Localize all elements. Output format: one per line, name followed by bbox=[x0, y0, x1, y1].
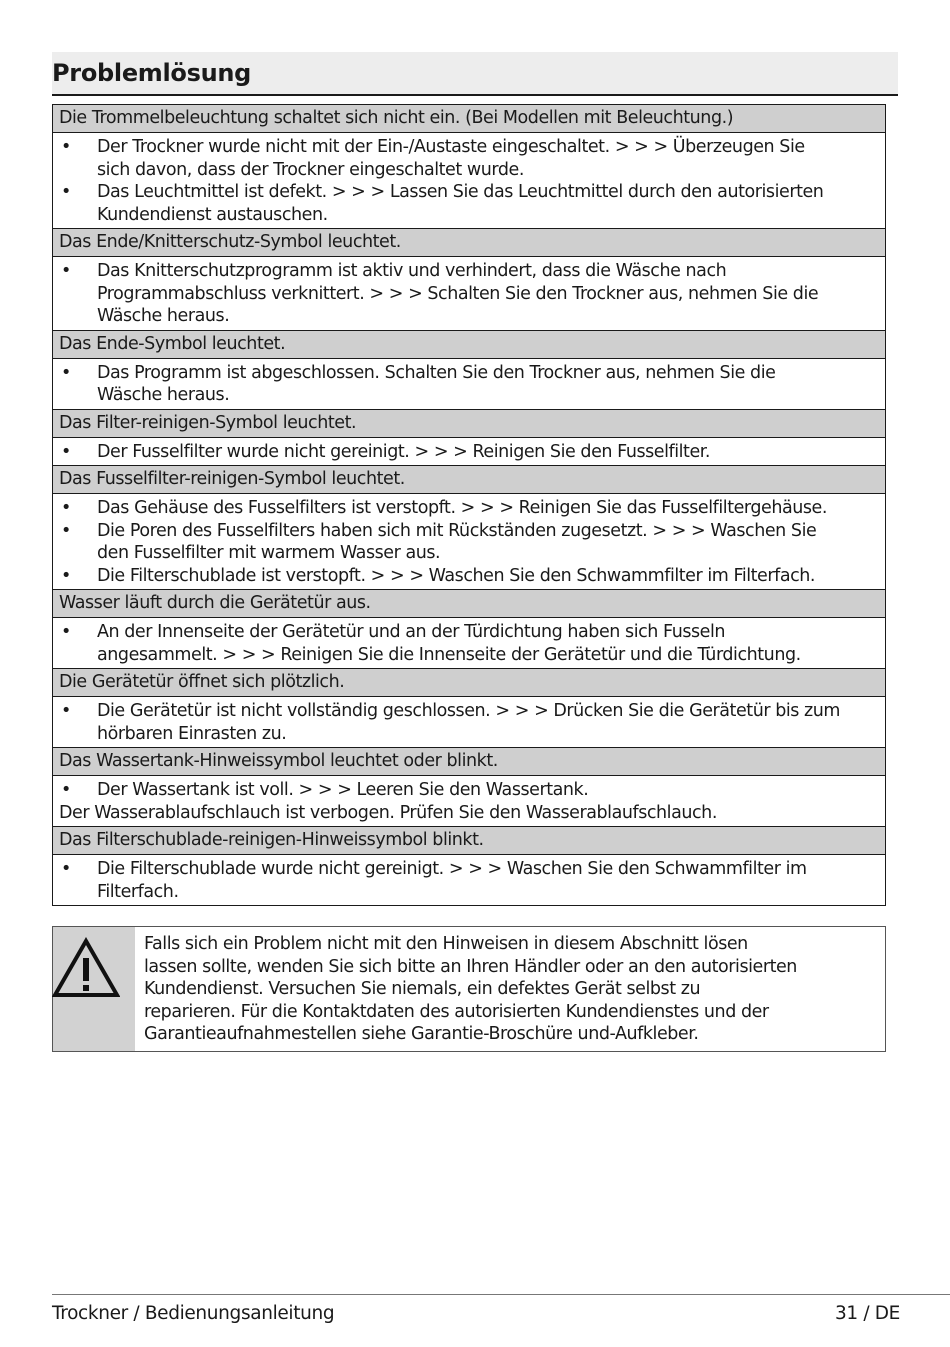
bullet-text-line: Das Leuchtmittel ist defekt. > > > Lassen Sie das Leuchtmittel durch den autorisierten bbox=[97, 182, 824, 202]
bullet-text-line: Wäsche heraus. bbox=[97, 306, 230, 326]
bullet-list bbox=[59, 779, 879, 802]
bullet-dot: • bbox=[61, 565, 71, 586]
bullet-dot: • bbox=[61, 182, 71, 202]
bullet-dot: • bbox=[61, 859, 71, 879]
bullet-list bbox=[59, 136, 879, 226]
section-note-line: Der Wasserablaufschlauch ist verbogen. Prüfen Sie den Wasserablaufschlauch. bbox=[59, 802, 717, 823]
bullet-item bbox=[59, 565, 879, 588]
warning-triangle-icon bbox=[52, 937, 120, 999]
warning-note bbox=[52, 926, 886, 1052]
bullet-text-line: Filterfach. bbox=[97, 881, 179, 902]
bullet-item bbox=[59, 779, 879, 802]
bullet-text-line: Wäsche heraus. bbox=[97, 385, 230, 405]
warning-icon-cell bbox=[53, 927, 135, 1051]
bullet-text-line: Das Programm ist abgeschlossen. Schalten Sie den Trockner aus, nehmen Sie die bbox=[97, 362, 776, 383]
bullet-dot: • bbox=[61, 780, 71, 800]
bullet-item bbox=[59, 260, 879, 328]
bullet-list bbox=[59, 700, 879, 745]
section-header: Das Wassertank-Hinweissymbol leuchtet oder blinkt. bbox=[53, 748, 885, 776]
bullet-item bbox=[59, 497, 879, 520]
section-body bbox=[53, 133, 885, 229]
trouble-section bbox=[53, 827, 885, 905]
bullet-text-line: hörbaren Einrasten zu. bbox=[97, 723, 287, 744]
bullet-text-line: Der Trockner wurde nicht mit der Ein-/Austaste eingeschaltet. > > > Überzeugen Sie bbox=[97, 137, 805, 157]
bullet-text-line: sich davon, dass der Trockner eingeschaltet wurde. bbox=[97, 159, 524, 180]
bullet-dot: • bbox=[61, 261, 71, 281]
bullet-list bbox=[59, 497, 879, 587]
warning-text-line: Kundendienst. Versuchen Sie niemals, ein defektes Gerät selbst zu bbox=[144, 979, 701, 999]
bullet-list bbox=[59, 621, 879, 666]
bullet-dot: • bbox=[61, 441, 71, 462]
bullet-item bbox=[59, 700, 879, 745]
bullet-list bbox=[59, 260, 879, 328]
bullet-dot: • bbox=[61, 701, 71, 721]
warning-text-line: reparieren. Für die Kontaktdaten des autorisierten Kundendienstes und der bbox=[144, 1001, 769, 1022]
bullet-item bbox=[59, 181, 879, 226]
trouble-section bbox=[53, 590, 885, 669]
section-body bbox=[53, 618, 885, 669]
section-body bbox=[53, 697, 885, 748]
footer-divider bbox=[52, 1294, 950, 1295]
warning-text bbox=[135, 927, 807, 1051]
section-body bbox=[53, 257, 885, 331]
bullet-item bbox=[59, 520, 879, 565]
bullet-item bbox=[59, 362, 879, 407]
bullet-text-line: Die Filterschublade wurde nicht gereinigt. > > > Waschen Sie den Schwammfilter im bbox=[97, 859, 807, 879]
bullet-text-line: angesammelt. > > > Reinigen Sie die Innenseite der Gerätetür und die Türdichtung. bbox=[97, 644, 801, 665]
section-header: Wasser läuft durch die Gerätetür aus. bbox=[53, 590, 885, 618]
bullet-item bbox=[59, 441, 879, 464]
bullet-text-line: Die Poren des Fusselfilters haben sich mit Rückständen zugesetzt. > > > Waschen Sie bbox=[97, 520, 817, 541]
trouble-section bbox=[53, 410, 885, 467]
trouble-section bbox=[53, 466, 885, 590]
warning-text-line: Falls sich ein Problem nicht mit den Hinweisen in diesem Abschnitt lösen bbox=[144, 934, 748, 954]
bullet-text-line: den Fusselfilter mit warmem Wasser aus. bbox=[97, 543, 441, 563]
bullet-text-line: An der Innenseite der Gerätetür und an der Türdichtung haben sich Fusseln bbox=[97, 622, 726, 642]
trouble-section bbox=[53, 229, 885, 331]
trouble-section bbox=[53, 105, 885, 229]
bullet-text-line: Programmabschluss verknittert. > > > Schalten Sie den Trockner aus, nehmen Sie die bbox=[97, 283, 819, 304]
page-title: Problemlösung bbox=[52, 59, 252, 87]
bullet-list bbox=[59, 858, 879, 903]
section-body bbox=[53, 776, 885, 827]
section-header: Das Ende/Knitterschutz-Symbol leuchtet. bbox=[53, 229, 885, 257]
bullet-dot: • bbox=[61, 362, 71, 383]
section-header: Die Gerätetür öffnet sich plötzlich. bbox=[53, 669, 885, 697]
bullet-text-line: Der Fusselfilter wurde nicht gereinigt. > > > Reinigen Sie den Fusselfilter. bbox=[97, 441, 711, 462]
bullet-text-line: Der Wassertank ist voll. > > > Leeren Sie den Wassertank. bbox=[97, 780, 589, 800]
footer-page-number: 31 / DE bbox=[834, 1303, 900, 1324]
bullet-dot: • bbox=[61, 137, 71, 157]
trouble-section bbox=[53, 748, 885, 827]
trouble-section bbox=[53, 669, 885, 748]
bullet-list bbox=[59, 441, 879, 464]
section-header: Das Ende-Symbol leuchtet. bbox=[53, 331, 885, 359]
section-header: Das Filterschublade-reinigen-Hinweissymbol blinkt. bbox=[53, 827, 885, 855]
bullet-text-line: Kundendienst austauschen. bbox=[97, 204, 328, 225]
bullet-dot: • bbox=[61, 498, 71, 518]
bullet-text-line: Das Knitterschutzprogramm ist aktiv und verhindert, dass die Wäsche nach bbox=[97, 261, 727, 281]
bullet-dot: • bbox=[61, 520, 71, 541]
bullet-item bbox=[59, 858, 879, 903]
section-body bbox=[53, 855, 885, 905]
bullet-dot: • bbox=[61, 622, 71, 642]
section-body bbox=[53, 359, 885, 410]
section-header: Das Fusselfilter-reinigen-Symbol leuchtet. bbox=[53, 466, 885, 494]
troubleshooting-table bbox=[52, 104, 886, 906]
warning-text-line: lassen sollte, wenden Sie sich bitte an Ihren Händler oder an den autorisierten bbox=[144, 956, 797, 977]
bullet-item bbox=[59, 136, 879, 181]
bullet-text-line: Die Gerätetür ist nicht vollständig geschlossen. > > > Drücken Sie die Gerätetür bis zum bbox=[97, 701, 841, 721]
page-title-bar bbox=[52, 52, 898, 96]
bullet-text-line: Das Gehäuse des Fusselfilters ist verstopft. > > > Reinigen Sie das Fusselfiltergehäuse. bbox=[97, 498, 827, 518]
trouble-section bbox=[53, 331, 885, 410]
warning-text-line: Garantieaufnahmestellen siehe Garantie-Broschüre und-Aufkleber. bbox=[144, 1024, 699, 1044]
section-header: Die Trommelbeleuchtung schaltet sich nicht ein. (Bei Modellen mit Beleuchtung.) bbox=[53, 105, 885, 133]
bullet-text-line: Die Filterschublade ist verstopft. > > > Waschen Sie den Schwammfilter im Filterfach. bbox=[97, 565, 816, 586]
footer-document-title: Trockner / Bedienungsanleitung bbox=[52, 1303, 335, 1324]
section-header: Das Filter-reinigen-Symbol leuchtet. bbox=[53, 410, 885, 438]
bullet-item bbox=[59, 621, 879, 666]
bullet-list bbox=[59, 362, 879, 407]
section-body bbox=[53, 494, 885, 590]
section-body bbox=[53, 438, 885, 467]
